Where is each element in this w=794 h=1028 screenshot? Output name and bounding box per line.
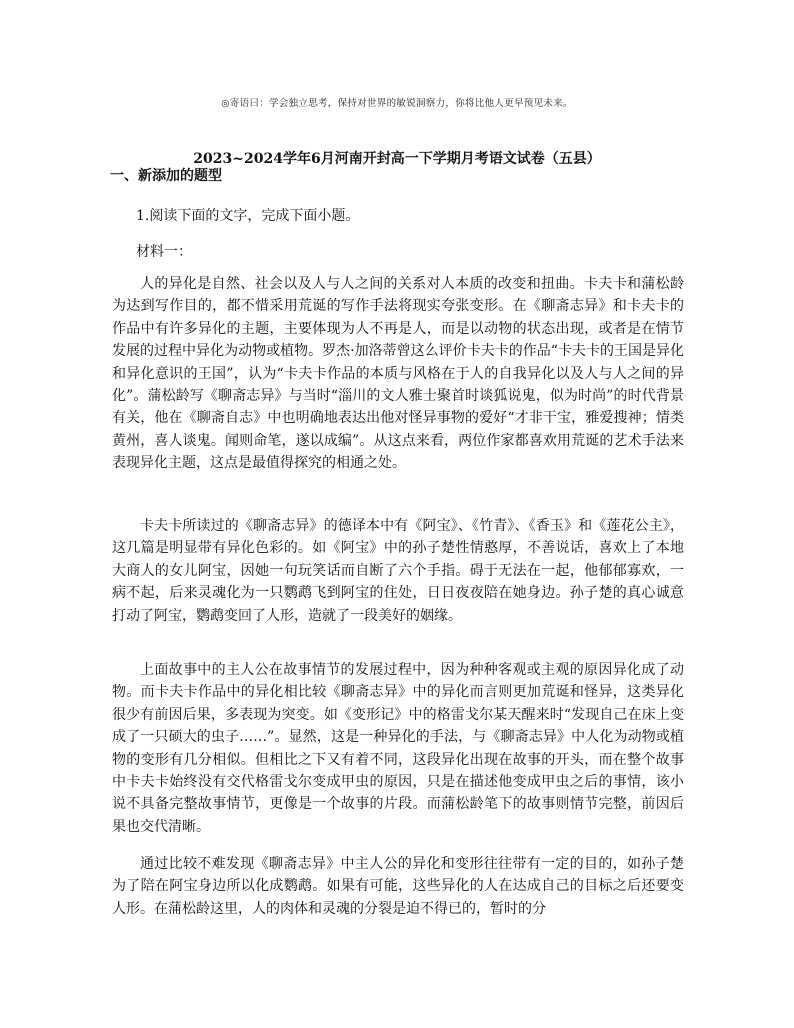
section-heading: 一、新添加的题型 [110,168,222,184]
paragraph-4: 通过比较不难发现《聊斋志异》中主人公的异化和变形往往带有一定的目的，如孙子楚为了陪在阿宝身边所以化成鹦鹉。如果有可能，这些异化的人在达成自己的目标之后还要变人形。在蒲松龄这里，人的肉体和灵魂的分裂是迫不得已的，暂时的分 [112,856,684,917]
page-title: 2023~2024学年6月河南开封高一下学期月考语文试卷（五县） [193,151,601,167]
paragraph-2: 卡夫卡所读过的《聊斋志异》的德译本中有《阿宝》、《竹青》、《香玉》和《莲花公主》，这几篇是明显带有异化色彩的。如《阿宝》中的孙子楚性情憨厚，不善说话，喜欢上了本地大商人的女儿阿宝，因她一句玩笑话而自断了六个手指。碍于无法在一起，他郁郁寡欢，一病不起，后来灵魂化为一只鹦鹉飞到阿宝的住处，日日夜夜陪在她身边。孙子楚的真心诚意打动了阿宝，鹦鹉变回了人形，造就了一段美好的姻缘。 [112,518,684,624]
paragraph-3: 上面故事中的主人公在故事情节的发展过程中，因为种种客观或主观的原因异化成了动物。而卡夫卡作品中的异化相比较《聊斋志异》中的异化而言则更加荒诞和怪异，这类异化很少有前因后果，多表现为突变。如《变形记》中的格雷戈尔某天醒来时“发现自己在床上变成了一只硕大的虫子……”。显然，这是一种异化的手法，与《聊斋志异》中人化为动物或植物的变形有几分相似。但相比之下又有着不同，这段异化出现在故事的开头，而在整个故事中卡夫卡始终没有交代格雷戈尔变成甲虫的原因，只是在描述他变成甲虫之后的事情，该小说不具备完整故事情节，更像是一个故事的片段。而蒲松龄笔下的故事则情节完整，前因后果也交代清晰。 [112,662,684,835]
material-label: 材料一： [136,244,192,260]
paragraph-1: 人的异化是自然、社会以及人与人之间的关系对人本质的改变和扭曲。卡夫卡和蒲松龄为达到写作目的，都不惜采用荒诞的写作手法将现实夸张变形。在《聊斋志异》和卡夫卡的作品中有许多异化的主题，主要体现为人不再是人，而是以动物的状态出现，或者是在情节发展的过程中异化为动物或植物。罗杰·加洛蒂曾这么评价卡夫卡的作品“卡夫卡的王国是异化和异化意识的王国”，认为“卡夫卡作品的本质与风格在于人的自我异化以及人与人之间的异化”。蒲松龄写《聊斋志异》与当时“淄川的文人雅士聚首时谈狐说鬼，似为时尚”的时代背景有关，他在《聊斋自志》中也明确地表达出他对怪异事物的爱好“才非干宝，雅爱搜神；情类黄州，喜人谈鬼。闻则命笔，遂以成编”。从这点来看，两位作家都喜欢用荒诞的艺术手法来表现异化主题，这点是最值得探究的相通之处。 [112,276,684,472]
question-prompt: 1.阅读下面的文字，完成下面小题。 [136,208,360,224]
header-motto: ◎寄语曰：学会独立思考，保持对世界的敏锐洞察力，你将比他人更早预见未来。 [221,98,573,109]
